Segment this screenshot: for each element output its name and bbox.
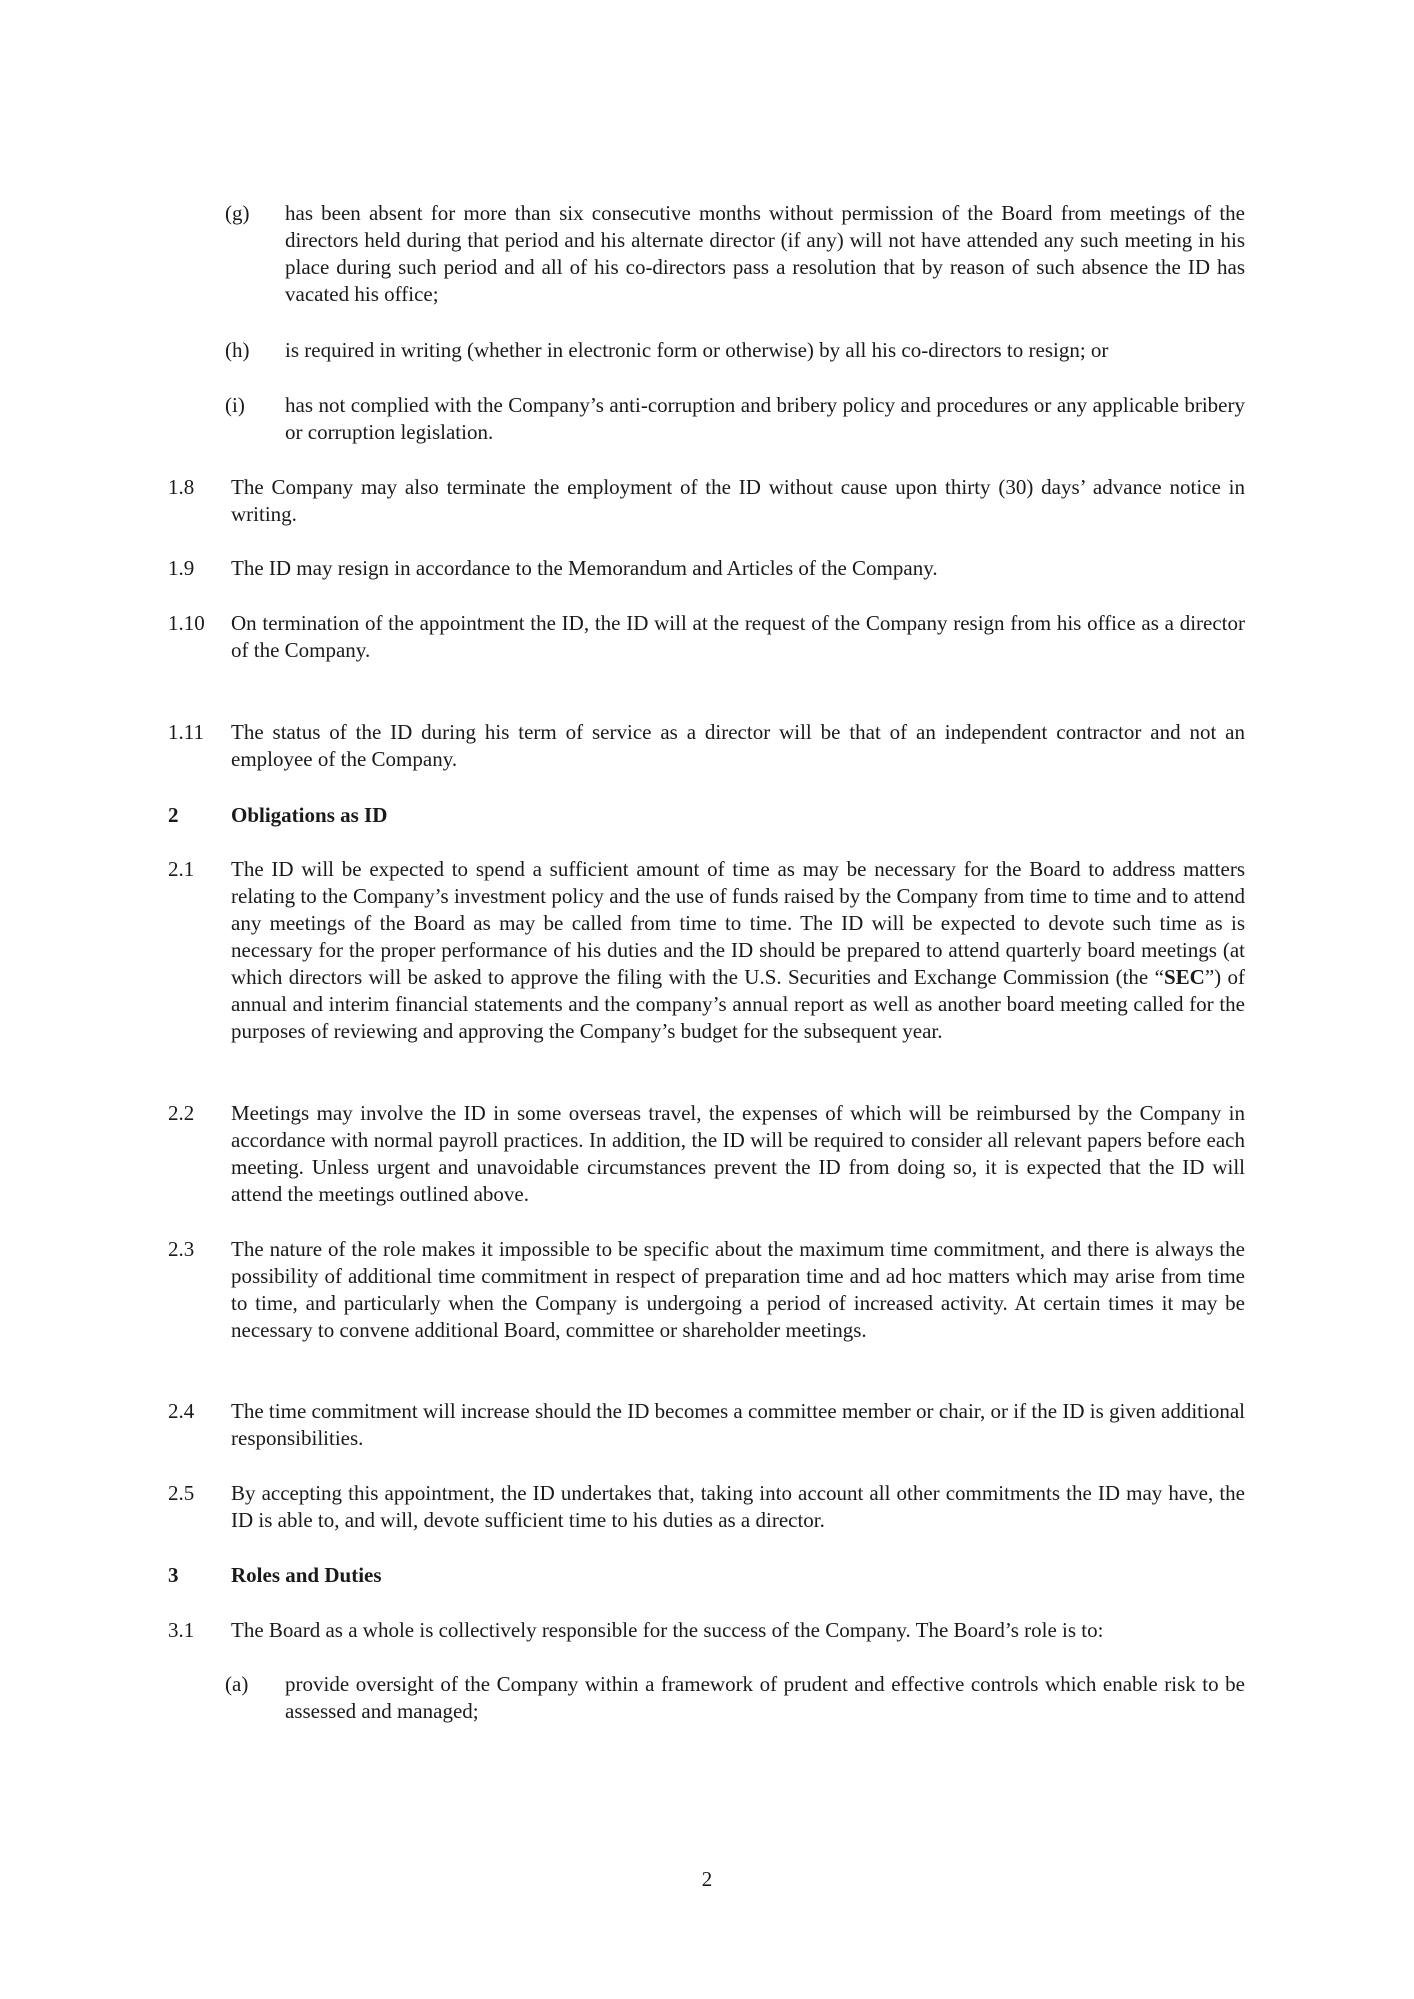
section-title: Obligations as ID — [231, 803, 388, 827]
subclause-label: (i) — [225, 393, 245, 417]
clause-number: 1.8 — [168, 475, 195, 499]
clause-number: 2.3 — [168, 1237, 195, 1261]
clause-text: The Board as a whole is collectively responsible for the success of the Company. The Board’s role is to: — [231, 1618, 1104, 1642]
clause-text-part: ”) of annual and interim financial statements and the company’s annual report as well as another board meeting called for the purposes of reviewing and approving the Company’s budget for the subsequent year. — [231, 965, 1245, 1043]
clause-number: 1.9 — [168, 556, 195, 580]
section-number: 2 — [168, 803, 179, 827]
page-number: 2 — [701, 1867, 713, 1891]
clause-text: The nature of the role makes it impossible to be specific about the maximum time commitment, and there is always the possibility of additional time commitment in respect of preparation time and ad hoc matters which may arise from time to time, and particularly when the Company is undergoing a period of increased activity. At certain times it may be necessary to convene additional Board, committee or shareholder meetings. — [231, 1237, 1245, 1342]
clause-number: 2.1 — [168, 857, 195, 881]
subclause-text: has not complied with the Company’s anti-corruption and bribery policy and procedures or any applicable bribery or corruption legislation. — [285, 393, 1245, 444]
clause-text: By accepting this appointment, the ID undertakes that, taking into account all other commitments the ID may have, the ID is able to, and will, devote sufficient time to his duties as a director. — [231, 1481, 1245, 1532]
clause-text: On termination of the appointment the ID, the ID will at the request of the Company resign from his office as a director of the Company. — [231, 611, 1245, 662]
clause-number: 1.11 — [168, 720, 204, 744]
subclause-label: (h) — [225, 338, 250, 362]
section-number: 3 — [168, 1563, 179, 1587]
clause-text: The status of the ID during his term of service as a director will be that of an independent contractor and not an employee of the Company. — [231, 720, 1245, 771]
clause-text-part: The ID will be expected to spend a sufficient amount of time as may be necessary for the Board to address matters relating to the Company’s investment policy and the use of funds raised by the Company from time to time and to attend any meetings of the Board as may be called from time to time. The ID will be expected to devote such time as is necessary for the proper performance of his duties and the ID should be prepared to attend quarterly board meetings (at which directors will be asked to approve the filing with the U.S. Securities and Exchange Commission (the “ — [231, 857, 1245, 989]
clause-number: 2.4 — [168, 1399, 195, 1423]
clause-number: 3.1 — [168, 1618, 195, 1642]
clause-number: 2.2 — [168, 1101, 195, 1125]
clause-text: The Company may also terminate the employment of the ID without cause upon thirty (30) days’ advance notice in writing. — [231, 475, 1245, 526]
clause-number: 2.5 — [168, 1481, 195, 1505]
subclause-text: has been absent for more than six consecutive months without permission of the Board from meetings of the directors held during that period and his alternate director (if any) will not have attended any such meeting in his place during such period and all of his co-directors pass a resolution that by reason of such absence the ID has vacated his office; — [285, 201, 1245, 306]
clause-text: The time commitment will increase should the ID becomes a committee member or chair, or if the ID is given additional responsibilities. — [231, 1399, 1245, 1450]
clause-text: Meetings may involve the ID in some overseas travel, the expenses of which will be reimbursed by the Company in accordance with normal payroll practices. In addition, the ID will be required to consider all relevant papers before each meeting. Unless urgent and unavoidable circumstances prevent the ID from doing so, it is expected that the ID will attend the meetings outlined above. — [231, 1101, 1245, 1206]
clause-text — [231, 856, 1245, 1045]
section-title: Roles and Duties — [231, 1563, 382, 1587]
subclause-label: (a) — [225, 1672, 249, 1696]
subclause-text: provide oversight of the Company within a framework of prudent and effective controls which enable risk to be assessed and managed; — [285, 1672, 1245, 1723]
defined-term-sec: SEC — [1163, 965, 1205, 989]
clause-number: 1.10 — [168, 611, 205, 635]
clause-text: The ID may resign in accordance to the Memorandum and Articles of the Company. — [231, 556, 938, 580]
subclause-label: (g) — [225, 201, 250, 225]
subclause-text: is required in writing (whether in electronic form or otherwise) by all his co-directors to resign; or — [285, 338, 1109, 362]
